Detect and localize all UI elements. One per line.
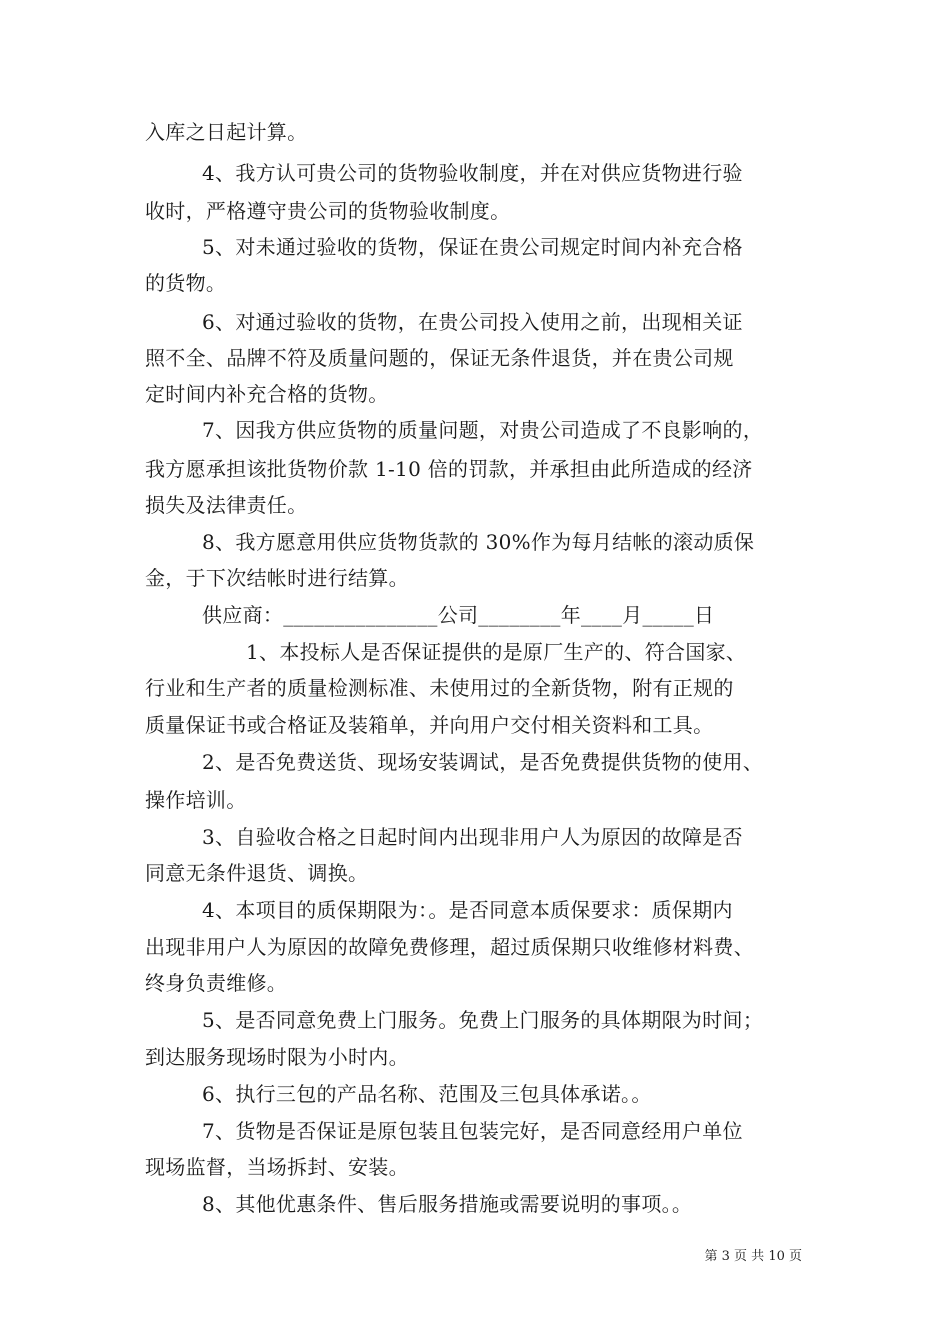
- text-line: 同意无条件退货、调换。: [145, 861, 369, 885]
- text-line: 1、本投标人是否保证提供的是原厂生产的、符合国家、: [246, 640, 747, 664]
- text-line: 到达服务现场时限为小时内。: [145, 1045, 409, 1069]
- text-line: 质量保证书或合格证及装箱单，并向用户交付相关资料和工具。: [145, 713, 714, 737]
- text-line: 8、其他优惠条件、售后服务措施或需要说明的事项。。: [202, 1192, 693, 1216]
- text-line: 现场监督，当场拆封、安装。: [145, 1155, 409, 1179]
- text-line: 6、执行三包的产品名称、范围及三包具体承诺。。: [202, 1082, 652, 1106]
- text-line: 4、本项目的质保期限为：。是否同意本质保要求：质保期内: [202, 898, 733, 922]
- text-line: 照不全、品牌不符及质量问题的，保证无条件退货，并在贵公司规: [145, 346, 734, 370]
- text-line: 损失及法律责任。: [145, 493, 308, 517]
- text-line: 3、自验收合格之日起时间内出现非用户人为原因的故障是否: [202, 825, 743, 849]
- text-line: 定时间内补充合格的货物。: [145, 382, 389, 406]
- text-line: 出现非用户人为原因的故障免费修理，超过质保期只收维修材料费、: [145, 935, 754, 959]
- text-line: 行业和生产者的质量检测标准、未使用过的全新货物，附有正规的: [145, 676, 734, 700]
- text-line: 8、我方愿意用供应货物货款的 30%作为每月结帐的滚动质保: [202, 530, 755, 554]
- text-line: 我方愿承担该批货物价款 1-10 倍的罚款，并承担由此所造成的经济: [145, 457, 753, 481]
- text-line: 金，于下次结帐时进行结算。: [145, 566, 409, 590]
- text-line: 7、货物是否保证是原包装且包装完好，是否同意经用户单位: [202, 1119, 743, 1143]
- text-line: 操作培训。: [145, 788, 247, 812]
- text-line: 7、因我方供应货物的质量问题，对贵公司造成了不良影响的，: [202, 418, 764, 442]
- text-line: 入库之日起计算。: [145, 120, 308, 144]
- text-line: 终身负责维修。: [145, 971, 288, 995]
- text-line: 5、是否同意免费上门服务。免费上门服务的具体期限为时间；: [202, 1008, 764, 1032]
- text-line: 5、对未通过验收的货物，保证在贵公司规定时间内补充合格: [202, 235, 743, 259]
- supplier-signature-line: 供应商：_______________公司________年____月_____日: [202, 603, 715, 627]
- page-number-footer: 第 3 页 共 10 页: [704, 1249, 802, 1264]
- text-line: 2、是否免费送货、现场安装调试，是否免费提供货物的使用、: [202, 750, 764, 774]
- text-line: 的货物。: [145, 271, 227, 295]
- text-line: 6、对通过验收的货物，在贵公司投入使用之前，出现相关证: [202, 310, 743, 334]
- text-line: 收时，严格遵守贵公司的货物验收制度。: [145, 199, 511, 223]
- text-line: 4、我方认可贵公司的货物验收制度，并在对供应货物进行验: [202, 161, 743, 185]
